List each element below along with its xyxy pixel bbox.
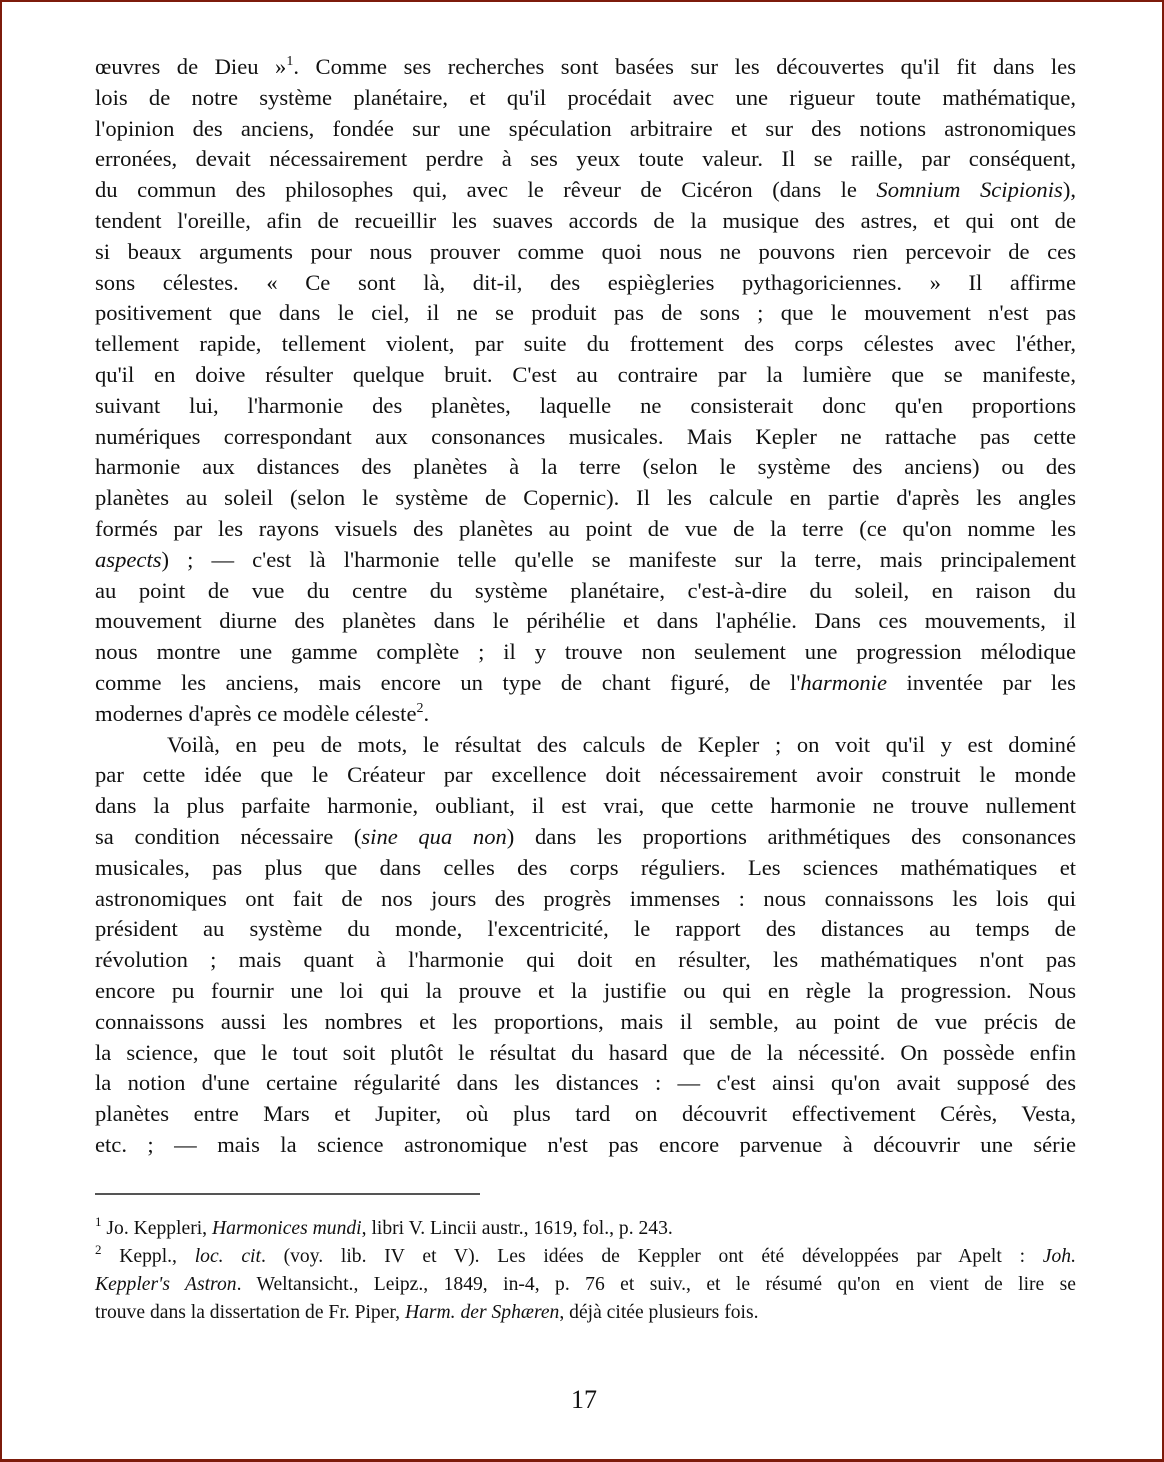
footnote-line	[95, 1243, 1076, 1271]
text-run: . Comme ses recherches sont basées sur les découvertes qu'il fit dans les	[293, 54, 1076, 79]
text-run: modernes d'après ce modèle céleste	[95, 700, 417, 726]
text-run: au point de vue du centre du système planétaire, c'est-à-dire du soleil, en raison du	[95, 577, 1076, 603]
text-run: formés par les rayons visuels des planètes au point de vue de la terre (ce qu'on nomme les	[95, 515, 1076, 541]
text-run: du commun des philosophes qui, avec le rêveur de Cicéron (dans le	[95, 177, 877, 203]
text-line	[95, 391, 1076, 422]
text-line	[95, 360, 1076, 391]
text-line	[95, 1038, 1076, 1069]
text-run: ),	[1062, 177, 1076, 203]
text-line	[95, 668, 1076, 699]
text-run: la science, que le tout soit plutôt le résultat du hasard que de la nécessité. On possède enfin	[95, 1039, 1076, 1065]
text-run: numériques correspondant aux consonances musicales. Mais Kepler ne rattache pas cette	[95, 423, 1076, 449]
text-run: trouve dans la dissertation de Fr. Piper,	[95, 1302, 405, 1323]
page-number: 17	[571, 1385, 597, 1414]
text-run: dans la plus parfaite harmonie, oubliant, il est vrai, que cette harmonie ne trouve nullement	[95, 793, 1076, 819]
text-line	[95, 1068, 1076, 1099]
footnote-reference: 2	[416, 700, 424, 716]
text-line	[95, 114, 1076, 145]
text-line	[95, 237, 1076, 268]
text-run: nous montre une gamme complète ; il y trouve non seulement une progression mélodique	[95, 639, 1076, 665]
text-run: si beaux arguments pour nous prouver comme quoi nous ne pouvons rien percevoir de ces	[95, 238, 1076, 264]
text-run: Voilà, en peu de mots, le résultat des calculs de Kepler ; on voit qu'il y est dominé	[167, 731, 1076, 757]
italic-text: Keppler's Astron	[95, 1274, 237, 1295]
text-run: .	[423, 700, 430, 726]
text-line	[95, 144, 1076, 175]
text-run: mouvement diurne des planètes dans le périhélie et dans l'aphélie. Dans ces mouvements, il	[95, 608, 1076, 634]
footnotes	[95, 1215, 1076, 1327]
text-run: planètes entre Mars et Jupiter, où plus tard on découvrit effectivement Cérès, Vesta,	[95, 1101, 1076, 1127]
text-line	[95, 422, 1076, 453]
text-line	[95, 1130, 1076, 1161]
text-run: , déjà citée plusieurs fois.	[559, 1302, 759, 1323]
text-line	[95, 884, 1076, 915]
italic-text: Somnium Scipionis	[876, 177, 1063, 203]
footnote-marker: 2	[95, 1242, 102, 1257]
body-text	[95, 52, 1076, 1161]
text-line	[95, 576, 1076, 607]
text-run: révolution ; mais quant à l'harmonie qui doit en résulter, les mathématiques n'ont pas	[95, 947, 1076, 973]
text-line	[95, 52, 1076, 83]
footnote-line	[95, 1299, 1076, 1327]
text-line	[95, 1007, 1076, 1038]
text-line	[95, 637, 1076, 668]
text-line	[95, 822, 1076, 853]
text-line	[95, 545, 1076, 576]
text-run: connaissons aussi les nombres et les proportions, mais il semble, au point de vue précis de	[95, 1008, 1076, 1034]
footnote-reference: 1	[286, 54, 294, 69]
text-run: tellement rapide, tellement violent, par suite du frottement des corps célestes avec l'éther,	[95, 331, 1076, 357]
text-run: président au système du monde, l'excentricité, le rapport des distances au temps de	[95, 916, 1076, 942]
text-run: harmonie aux distances des planètes à la terre (selon le système des anciens) ou des	[95, 454, 1076, 480]
text-line	[95, 976, 1076, 1007]
text-run: l'opinion des anciens, fondée sur une spéculation arbitraire et sur des notions astronomiques	[95, 115, 1076, 141]
italic-text: Harmonices mundi	[211, 1218, 362, 1239]
text-run: encore pu fournir une loi qui la prouve et la justifie ou qui en règle la progression. Nous	[95, 977, 1076, 1003]
text-line	[95, 945, 1076, 976]
text-run: erronées, devait nécessairement perdre à ses yeux toute valeur. Il se raille, par conséquent,	[95, 146, 1076, 172]
footnote-line	[95, 1215, 1076, 1243]
text-line	[95, 853, 1076, 884]
text-line	[95, 914, 1076, 945]
text-run: astronomiques ont fait de nos jours des progrès immenses : nous connaissons les lois qui	[95, 885, 1076, 911]
italic-text: sine qua non	[361, 823, 507, 849]
text-line	[95, 452, 1076, 483]
text-line	[95, 1099, 1076, 1130]
text-run: . (voy. lib. IV et V). Les idées de Keppler ont été développées par Apelt :	[260, 1246, 1043, 1267]
text-line	[95, 730, 1076, 761]
text-run: planètes au soleil (selon le système de Copernic). Il les calcule en partie d'après les angles	[95, 485, 1076, 511]
text-line	[95, 514, 1076, 545]
text-line	[95, 699, 1076, 730]
text-run: Jo. Keppleri,	[101, 1218, 212, 1239]
text-run: inventée par les	[887, 669, 1076, 695]
text-line	[95, 268, 1076, 299]
text-run: la notion d'une certaine régularité dans les distances : — c'est ainsi qu'on avait supposé des	[95, 1070, 1076, 1096]
footnote-line	[95, 1271, 1076, 1299]
italic-text: loc. cit	[194, 1246, 261, 1267]
text-line	[95, 206, 1076, 237]
text-run: etc. ; — mais la science astronomique n'est pas encore parvenue à découvrir une série	[95, 1131, 1076, 1157]
text-line	[95, 760, 1076, 791]
text-line	[95, 83, 1076, 114]
text-run: musicales, pas plus que dans celles des corps réguliers. Les sciences mathématiques et	[95, 854, 1076, 880]
italic-text: aspects	[95, 546, 162, 572]
italic-text: harmonie	[800, 669, 887, 695]
text-run: . Weltansicht., Leipz., 1849, in-4, p. 76 et suiv., et le résumé qu'on en vient de lire se	[236, 1274, 1076, 1295]
text-run: lois de notre système planétaire, et qu'il procédait avec une rigueur toute mathématique,	[95, 84, 1076, 110]
text-run: , libri V. Lincii austr., 1619, fol., p. 243.	[361, 1218, 673, 1239]
text-run: comme les anciens, mais encore un type de chant figuré, de l'	[95, 669, 801, 695]
text-run: tendent l'oreille, afin de recueillir les suaves accords de la musique des astres, et qui ont de	[95, 207, 1076, 233]
text-line	[95, 298, 1076, 329]
text-line	[95, 606, 1076, 637]
text-run: positivement que dans le ciel, il ne se produit pas de sons ; que le mouvement n'est pas	[95, 300, 1076, 326]
text-run: par cette idée que le Créateur par excellence doit nécessairement avoir construit le monde	[95, 762, 1076, 788]
text-run: sa condition nécessaire (	[95, 823, 362, 849]
text-run: sons célestes. « Ce sont là, dit-il, des espiègleries pythagoriciennes. » Il affirme	[95, 269, 1076, 295]
text-run: ) dans les proportions arithmétiques des consonances	[506, 823, 1076, 849]
footnote-1	[95, 1215, 1076, 1243]
text-run: œuvres de Dieu »	[95, 54, 287, 79]
italic-text: Joh.	[1042, 1246, 1076, 1267]
text-line	[95, 175, 1076, 206]
text-line	[95, 329, 1076, 360]
text-line	[95, 791, 1076, 822]
text-line	[95, 483, 1076, 514]
text-run: qu'il en doive résulter quelque bruit. C'est au contraire par la lumière que se manifeste,	[95, 361, 1076, 387]
footnote-separator-rule	[95, 1193, 480, 1195]
text-run: ) ; — c'est là l'harmonie telle qu'elle se manifeste sur la terre, mais principalement	[161, 546, 1076, 572]
italic-text: Harm. der Sphæren	[404, 1302, 560, 1323]
text-run: Keppl.,	[101, 1246, 195, 1267]
footnote-2	[95, 1243, 1076, 1327]
text-run: suivant lui, l'harmonie des planètes, laquelle ne consisterait donc qu'en proportions	[95, 392, 1076, 418]
footnote-marker: 1	[95, 1214, 102, 1229]
